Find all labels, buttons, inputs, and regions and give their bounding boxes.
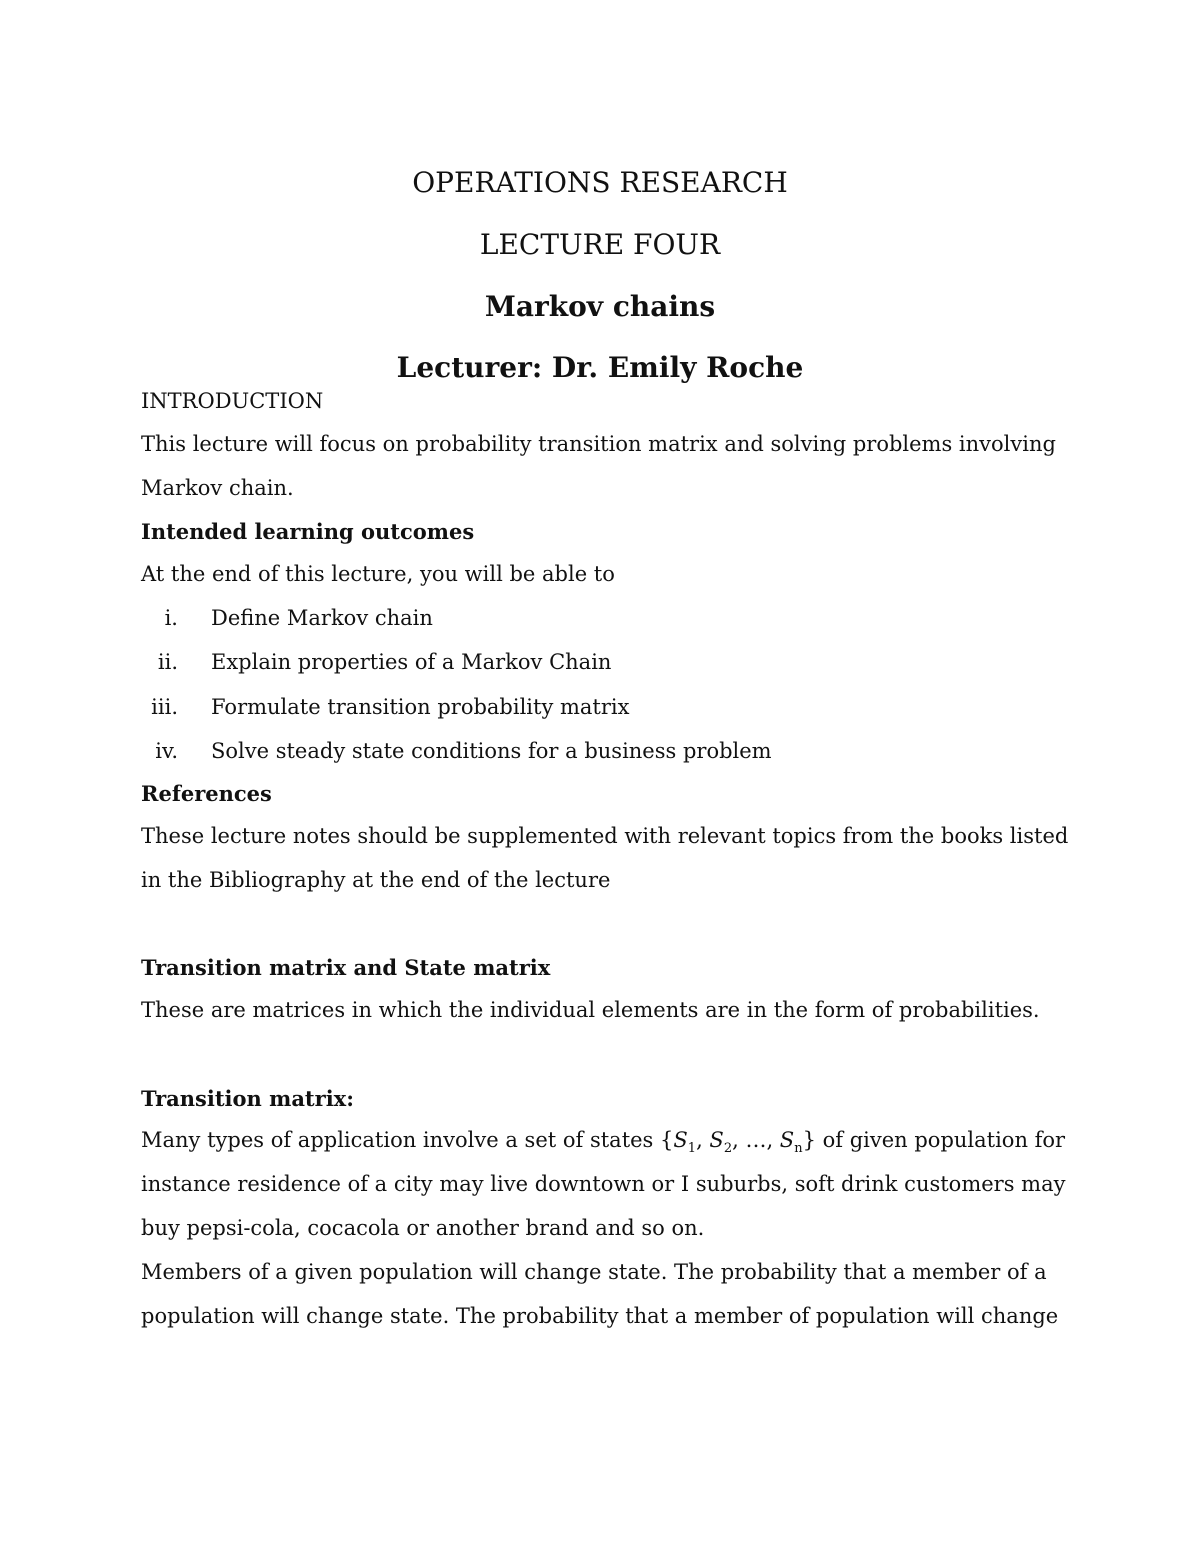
- list-numeral: iv.: [155, 739, 178, 763]
- list-item-text: Explain properties of a Markov Chain: [211, 650, 612, 674]
- list-item-text: Define Markov chain: [211, 606, 433, 630]
- lecture-number: LECTURE FOUR: [479, 228, 721, 261]
- lecture-topic: Markov chains: [484, 290, 716, 323]
- list-numeral: ii.: [157, 650, 178, 674]
- course-title: OPERATIONS RESEARCH: [412, 166, 788, 199]
- references-line-2: in the Bibliography at the end of the lecture: [141, 868, 611, 892]
- ellipsis: , …,: [732, 1128, 780, 1152]
- transition-matrix-heading: Transition matrix:: [141, 1086, 354, 1111]
- list-numeral: iii.: [151, 695, 178, 719]
- transition-matrix-line-4: Members of a given population will change state. The probability that a member of a: [141, 1260, 1047, 1284]
- list-item-text: Formulate transition probability matrix: [211, 695, 630, 719]
- list-item-text: Solve steady state conditions for a business problem: [211, 739, 772, 763]
- subscript: 1: [687, 1141, 697, 1157]
- introduction-line-1: This lecture will focus on probability transition matrix and solving problems involving: [141, 432, 1056, 456]
- transition-state-line-1: These are matrices in which the individual elements are in the form of probabilities.: [141, 998, 1040, 1022]
- separator: ,: [696, 1128, 710, 1152]
- subscript: n: [794, 1141, 803, 1157]
- transition-matrix-line-3: buy pepsi-cola, cocacola or another brand and so on.: [141, 1216, 705, 1240]
- transition-state-heading: Transition matrix and State matrix: [141, 955, 551, 980]
- list-numeral: i.: [164, 606, 178, 630]
- introduction-line-2: Markov chain.: [141, 476, 294, 500]
- line-text-after-set: of given population for: [815, 1128, 1066, 1152]
- transition-matrix-line-1: [141, 1130, 1065, 1155]
- lecturer-name: Lecturer: Dr. Emily Roche: [396, 351, 804, 384]
- state-symbol: S: [673, 1128, 688, 1152]
- transition-matrix-line-5: population will change state. The probability that a member of population will change: [141, 1304, 1059, 1328]
- line-text-before-set: Many types of application involve a set of states: [141, 1128, 661, 1152]
- introduction-heading: INTRODUCTION: [141, 389, 324, 413]
- transition-matrix-line-2: instance residence of a city may live downtown or I suburbs, soft drink customers may: [141, 1172, 1066, 1196]
- brace-open: {: [660, 1128, 674, 1152]
- brace-close: }: [802, 1128, 816, 1152]
- outcomes-lead: At the end of this lecture, you will be able to: [141, 562, 615, 586]
- state-symbol: S: [709, 1128, 724, 1152]
- state-symbol: S: [779, 1128, 795, 1152]
- subscript: 2: [723, 1141, 733, 1157]
- outcomes-heading: Intended learning outcomes: [141, 519, 475, 544]
- references-line-1: These lecture notes should be supplemented with relevant topics from the books listed: [141, 824, 1069, 848]
- references-heading: References: [141, 781, 272, 806]
- states-set: [660, 1128, 816, 1157]
